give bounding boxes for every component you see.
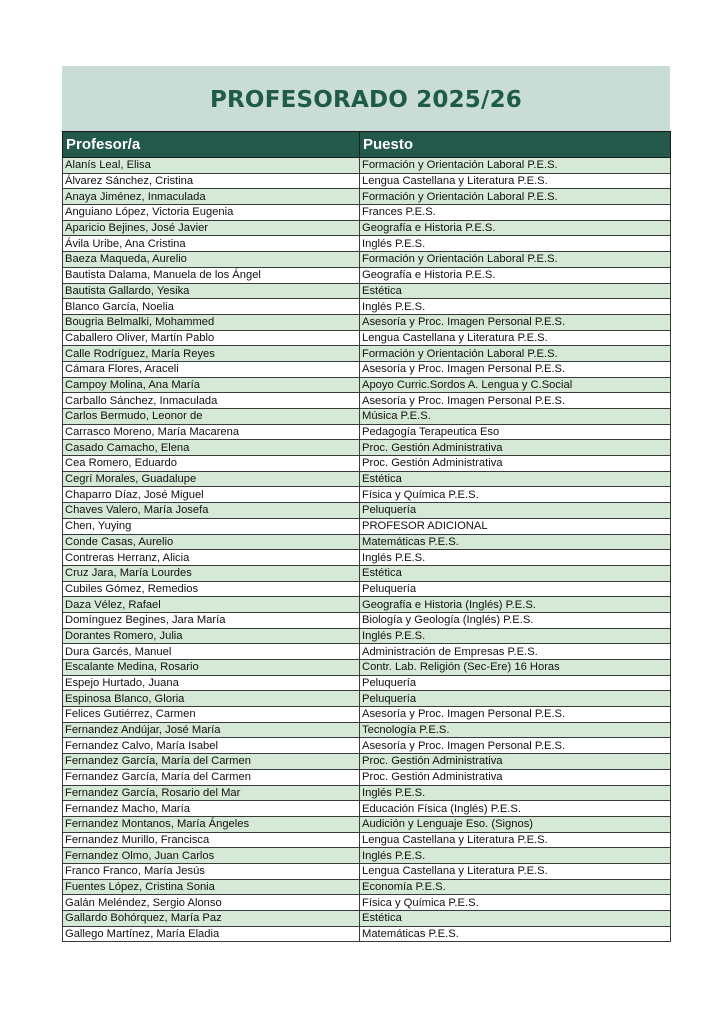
table-row [63,926,671,942]
table-row [63,361,671,377]
position-cell: Peluquería [360,503,671,519]
position-cell: Inglés P.E.S. [360,299,671,315]
header-puesto: Puesto [360,132,671,158]
teacher-name-cell: Baeza Maqueda, Aurelio [63,252,360,268]
teacher-name-cell: Bautista Dalama, Manuela de los Ángel [63,267,360,283]
teacher-name-cell: Contreras Herranz, Alicia [63,550,360,566]
table-row [63,518,671,534]
teacher-name-cell: Fernandez Montanos, María Ángeles [63,816,360,832]
table-row [63,252,671,268]
position-cell: Frances P.E.S. [360,205,671,221]
teacher-name-cell: Anaya Jiménez, Inmaculada [63,189,360,205]
teacher-name-cell: Caballero Oliver, Martín Pablo [63,330,360,346]
teacher-name-cell: Cea Romero, Eduardo [63,456,360,472]
teacher-name-cell: Daza Vélez, Rafael [63,597,360,613]
teacher-name-cell: Fernandez Calvo, María Isabel [63,738,360,754]
position-cell: Matemáticas P.E.S. [360,926,671,942]
table-row [63,816,671,832]
table-row [63,863,671,879]
position-cell: Inglés P.E.S. [360,550,671,566]
teacher-name-cell: Cegrí Morales, Guadalupe [63,471,360,487]
table-row [63,173,671,189]
table-row [63,550,671,566]
table-row [63,346,671,362]
position-cell: Peluquería [360,691,671,707]
teacher-name-cell: Cámara Flores, Araceli [63,361,360,377]
table-row [63,911,671,927]
position-cell: Tecnología P.E.S. [360,722,671,738]
table-row [63,691,671,707]
position-cell: Administración de Empresas P.E.S. [360,644,671,660]
position-cell: Música P.E.S. [360,409,671,425]
teacher-name-cell: Dorantes Romero, Julia [63,628,360,644]
table-row [63,738,671,754]
title-band [62,66,670,131]
position-cell: Lengua Castellana y Literatura P.E.S. [360,173,671,189]
position-cell: Audición y Lenguaje Eso. (Signos) [360,816,671,832]
position-cell: Formación y Orientación Laboral P.E.S. [360,346,671,362]
table-row [63,503,671,519]
position-cell: Pedagogía Terapeutica Eso [360,424,671,440]
table-row [63,471,671,487]
table-row [63,628,671,644]
table-row [63,754,671,770]
teacher-name-cell: Chen, Yuying [63,518,360,534]
page-title: PROFESORADO 2025/26 [209,86,523,113]
position-cell: Inglés P.E.S. [360,628,671,644]
table-row [63,848,671,864]
table-row [63,722,671,738]
position-cell: Geografía e Historia P.E.S. [360,220,671,236]
table-row [63,769,671,785]
position-cell: Lengua Castellana y Literatura P.E.S. [360,330,671,346]
teacher-name-cell: Fernandez Andújar, José María [63,722,360,738]
teacher-name-cell: Chaves Valero, María Josefa [63,503,360,519]
teacher-name-cell: Conde Casas, Aurelio [63,534,360,550]
position-cell: Educación Física (Inglés) P.E.S. [360,801,671,817]
position-cell: Formación y Orientación Laboral P.E.S. [360,252,671,268]
table-row [63,314,671,330]
teacher-name-cell: Fernandez Olmo, Juan Carlos [63,848,360,864]
position-cell: Formación y Orientación Laboral P.E.S. [360,189,671,205]
table-row [63,565,671,581]
teacher-name-cell: Carrasco Moreno, María Macarena [63,424,360,440]
teacher-name-cell: Gallardo Bohórquez, María Paz [63,911,360,927]
teacher-name-cell: Blanco García, Noelia [63,299,360,315]
teacher-name-cell: Felices Gutiérrez, Carmen [63,707,360,723]
position-cell: Biología y Geología (Inglés) P.E.S. [360,612,671,628]
table-row [63,189,671,205]
table-row [63,487,671,503]
position-cell: Apoyo Curric.Sordos A. Lengua y C.Social [360,377,671,393]
position-cell: Matemáticas P.E.S. [360,534,671,550]
position-cell: Peluquería [360,581,671,597]
position-cell: Contr. Lab. Religión (Sec-Ere) 16 Horas [360,660,671,676]
teacher-name-cell: Chaparro Díaz, José Miguel [63,487,360,503]
table-row [63,377,671,393]
table-row [63,581,671,597]
position-cell: Proc. Gestión Administrativa [360,754,671,770]
teacher-name-cell: Carlos Bermudo, Leonor de [63,409,360,425]
teacher-name-cell: Fernandez García, Rosario del Mar [63,785,360,801]
position-cell: Formación y Orientación Laboral P.E.S. [360,158,671,174]
table-row [63,299,671,315]
teacher-name-cell: Campoy Molina, Ana María [63,377,360,393]
position-cell: Asesoría y Proc. Imagen Personal P.E.S. [360,738,671,754]
table-row [63,832,671,848]
position-cell: Física y Química P.E.S. [360,895,671,911]
table-row [63,440,671,456]
teacher-name-cell: Casado Camacho, Elena [63,440,360,456]
table-row [63,393,671,409]
position-cell: Inglés P.E.S. [360,848,671,864]
position-cell: Estética [360,911,671,927]
position-cell: Lengua Castellana y Literatura P.E.S. [360,863,671,879]
position-cell: Estética [360,283,671,299]
position-cell: Estética [360,565,671,581]
teacher-name-cell: Fernandez García, María del Carmen [63,769,360,785]
table-row [63,707,671,723]
position-cell: Proc. Gestión Administrativa [360,440,671,456]
table-row [63,644,671,660]
staff-table [62,131,671,942]
table-row [63,158,671,174]
position-cell: Estética [360,471,671,487]
teacher-name-cell: Espinosa Blanco, Gloria [63,691,360,707]
table-row [63,409,671,425]
teacher-name-cell: Alanís Leal, Elisa [63,158,360,174]
table-header-row [63,132,671,158]
teacher-name-cell: Espejo Hurtado, Juana [63,675,360,691]
table-row [63,612,671,628]
teacher-name-cell: Cruz Jara, María Lourdes [63,565,360,581]
table-row [63,220,671,236]
table-row [63,801,671,817]
position-cell: Asesoría y Proc. Imagen Personal P.E.S. [360,361,671,377]
teacher-name-cell: Dura Garcés, Manuel [63,644,360,660]
position-cell: Proc. Gestión Administrativa [360,769,671,785]
teacher-name-cell: Domínguez Begines, Jara María [63,612,360,628]
position-cell: Geografía e Historia (Inglés) P.E.S. [360,597,671,613]
position-cell: Inglés P.E.S. [360,785,671,801]
position-cell: Física y Química P.E.S. [360,487,671,503]
teacher-name-cell: Fuentes López, Cristina Sonia [63,879,360,895]
table-row [63,895,671,911]
table-row [63,785,671,801]
position-cell: Asesoría y Proc. Imagen Personal P.E.S. [360,707,671,723]
position-cell: Asesoría y Proc. Imagen Personal P.E.S. [360,314,671,330]
position-cell: Inglés P.E.S. [360,236,671,252]
position-cell: Asesoría y Proc. Imagen Personal P.E.S. [360,393,671,409]
position-cell: Geografía e Historia P.E.S. [360,267,671,283]
table-row [63,879,671,895]
table-row [63,205,671,221]
teacher-name-cell: Álvarez Sánchez, Cristina [63,173,360,189]
header-profesor: Profesor/a [63,132,360,158]
position-cell: Peluquería [360,675,671,691]
teacher-name-cell: Fernandez Murillo, Francisca [63,832,360,848]
table-row [63,424,671,440]
teacher-name-cell: Aparicio Bejines, José Javier [63,220,360,236]
table-row [63,283,671,299]
teacher-name-cell: Escalante Medina, Rosario [63,660,360,676]
teacher-name-cell: Franco Franco, María Jesús [63,863,360,879]
teacher-name-cell: Ávila Uribe, Ana Cristina [63,236,360,252]
teacher-name-cell: Fernandez García, María del Carmen [63,754,360,770]
teacher-name-cell: Galán Meléndez, Sergio Alonso [63,895,360,911]
position-cell: Lengua Castellana y Literatura P.E.S. [360,832,671,848]
teacher-name-cell: Cubiles Gómez, Remedios [63,581,360,597]
teacher-name-cell: Carballo Sánchez, Inmaculada [63,393,360,409]
teacher-name-cell: Anguiano López, Victoria Eugenia [63,205,360,221]
position-cell: Proc. Gestión Administrativa [360,456,671,472]
teacher-name-cell: Bautista Gallardo, Yesika [63,283,360,299]
teacher-name-cell: Calle Rodríguez, María Reyes [63,346,360,362]
table-row [63,660,671,676]
table-row [63,267,671,283]
table-row [63,675,671,691]
teacher-name-cell: Bougria Belmalki, Mohammed [63,314,360,330]
position-cell: PROFESOR ADICIONAL [360,518,671,534]
table-row [63,236,671,252]
teacher-name-cell: Fernandez Macho, María [63,801,360,817]
teacher-name-cell: Gallego Martínez, María Eladia [63,926,360,942]
table-row [63,597,671,613]
table-row [63,330,671,346]
table-row [63,534,671,550]
position-cell: Economía P.E.S. [360,879,671,895]
table-row [63,456,671,472]
